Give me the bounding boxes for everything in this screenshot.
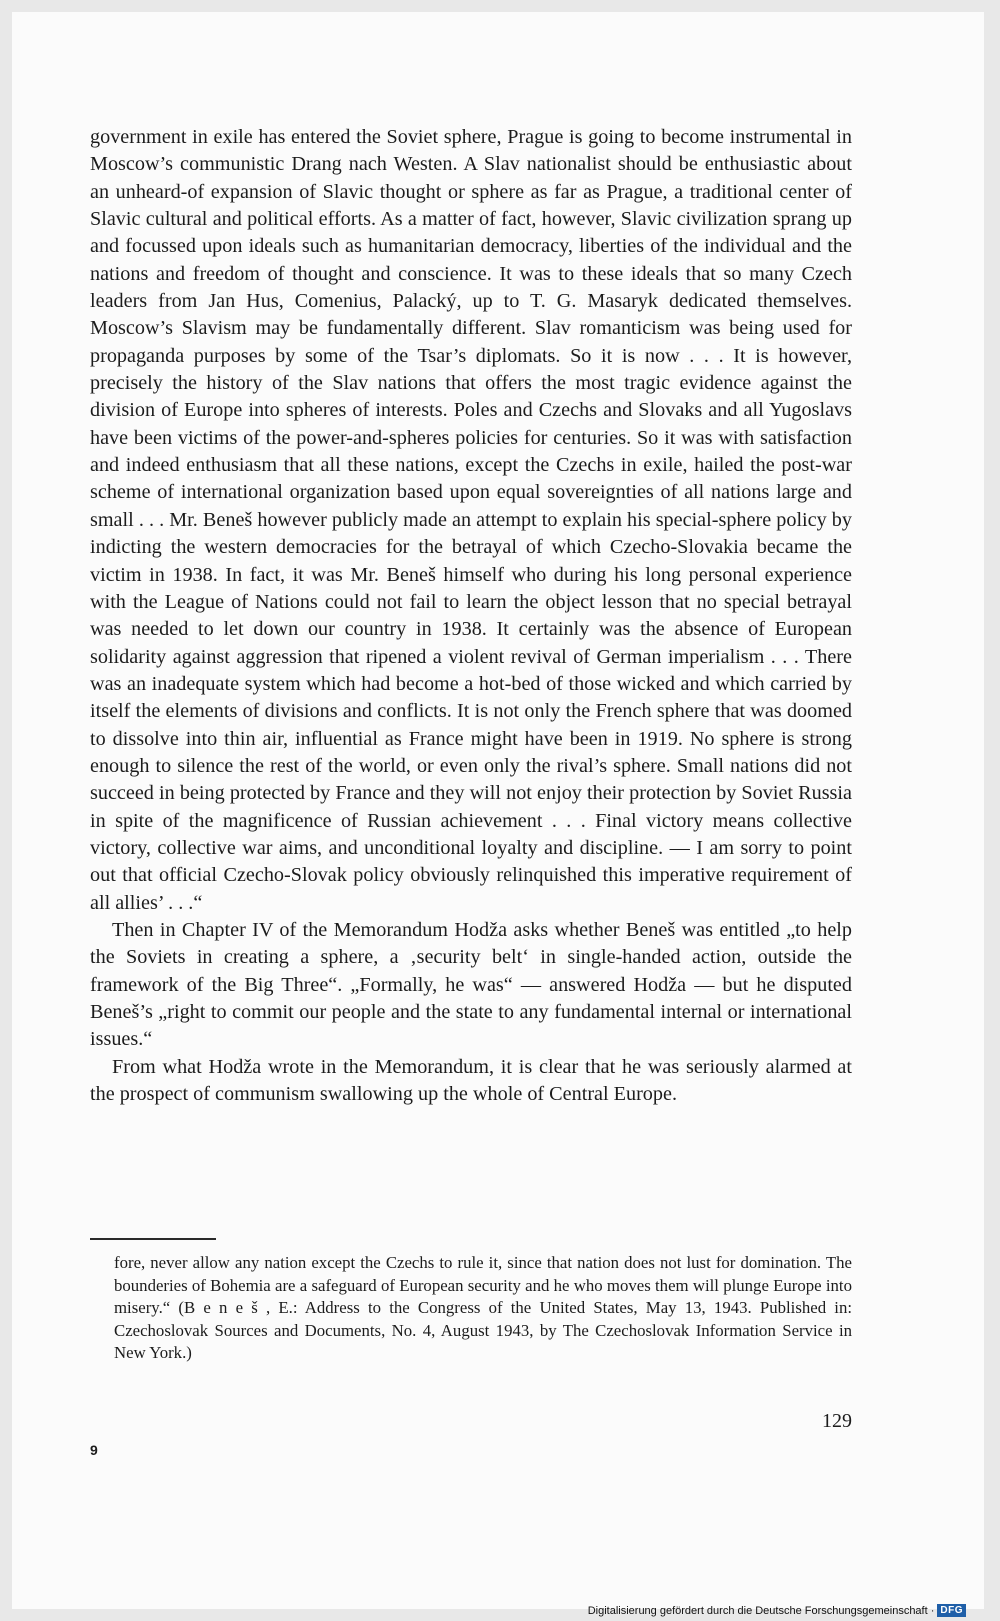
footnote-text: fore, never allow any nation except the Czechs to rule it, since that nation does not lust for domination. The bounderies of Bohemia are a safeguard of European security and he who moves them will plunge Europe into misery.“ (B e n e š , E.: Address to the Congress of the United States, May 13, 1943. Published in: Czechoslovak Sources and Documents, No. 4, August 1943, by The Czechoslovak Information Service in New York.) [114, 1253, 852, 1363]
scanned-page [12, 12, 984, 1609]
dfg-logo-icon: DFG [937, 1604, 966, 1617]
paragraph-3: From what Hodža wrote in the Memorandum, it is clear that he was seriously alarmed at the prospect of communism swallowing up the whole of Central Europe. [90, 1055, 852, 1106]
signature-mark: 9 [90, 1442, 98, 1458]
paragraph-1: government in exile has entered the Soviet sphere, Prague is going to become instrumental in Moscow’s communistic Drang nach Westen. A Slav nationalist should be enthusiastic about an unheard-of expansion of Slavic thought or sphere as far as Prague, a traditional center of Slavic cultural and political efforts. As a matter of fact, however, Slavic civilization sprang up and focussed upon ideals such as humanitarian democracy, liberties of the individual and the nations and freedom of thought and conscience. It was to these ideals that so many Czech leaders from Jan Hus, Comenius, Palacký, up to T. G. Masaryk dedicated themselves. Moscow’s Slavism may be fundamentally different. Slav romanticism was being used for propaganda purposes by some of the Tsar’s diplomats. So it is now . . . It is however, precisely the history of the Slav nations that offers the most tragic evidence against the division of Europe into spheres of interests. Poles and Czechs and Slovaks and all Yugoslavs have been victims of the power-and-spheres policies for centuries. So it was with satisfaction and indeed enthusiasm that all these nations, except the Czechs in exile, hailed the post-war scheme of international organization based upon equal sovereignties of all nations large and small . . . Mr. Beneš however publicly made an attempt to explain his special-sphere policy by indicting the western democracies for the betrayal of which Czecho-Slovakia became the victim in 1938. In fact, it was Mr. Beneš himself who during his long personal experience with the League of Nations could not fail to learn the object lesson that no special betrayal was needed to let down our country in 1938. It certainly was the absence of European solidarity against aggression that ripened a violent revival of German imperialism . . . There was an inadequate system which had become a hot-bed of those wicked and which carried by itself the elements of divisions and conflicts. It is not only the French sphere that was doomed to dissolve into thin air, influential as France might have been in 1919. No sphere is strong enough to silence the rest of the world, or even only the rival’s sphere. Small nations did not succeed in being protected by France and they will not enjoy their protection by Soviet Russia in spite of the magnificence of Russian achievement . . . Final victory means collective victory, collective war aims, and unconditional loyalty and discipline. — I am sorry to point out that official Czecho-Slovak policy obviously relinquished this imperative requirement of all allies’ . . .“ [90, 126, 852, 914]
footnote [114, 1252, 852, 1365]
paragraph-2: Then in Chapter IV of the Memorandum Hodža asks whether Beneš was entitled „to help the Soviets in creating a sphere, a ‚security belt‘ in single-handed action, outside the framework of the Big Three“. „Formally, he was“ — answered Hodža — but he disputed Beneš’s „right to commit our people and the state to any fundamental internal or international issues.“ [90, 918, 852, 1051]
page-number: 129 [822, 1410, 852, 1432]
digitization-credit [588, 1604, 966, 1617]
credit-text: Digitalisierung gefördert durch die Deutsche Forschungsgemeinschaft · [587, 1604, 935, 1617]
footnote-divider [90, 1238, 216, 1240]
main-text [90, 124, 852, 1108]
